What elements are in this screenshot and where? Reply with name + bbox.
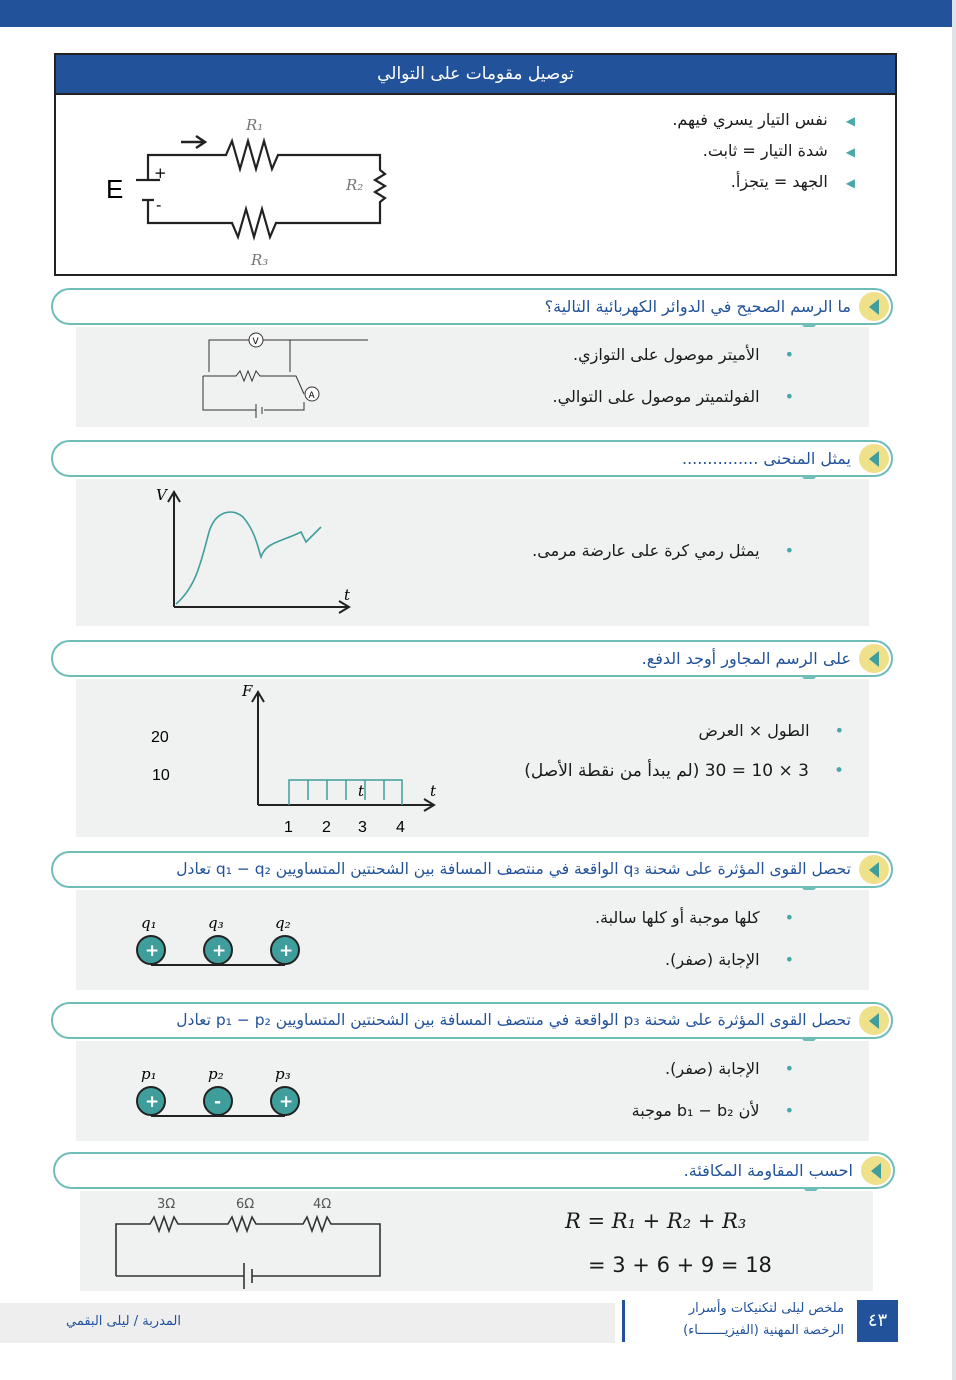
svg-text:+: + bbox=[279, 941, 294, 961]
arrow-left-icon bbox=[859, 1006, 889, 1035]
voltmeter-label: V bbox=[252, 337, 259, 347]
footer-book-title bbox=[683, 1298, 844, 1342]
svg-text:p₂: p₂ bbox=[208, 1065, 224, 1083]
r1-label: R₁ bbox=[246, 116, 264, 134]
section-header-impulse bbox=[51, 640, 893, 677]
page-number: ٤٣ bbox=[857, 1300, 898, 1342]
charge-p2 bbox=[204, 1065, 232, 1115]
x-axis-label: t bbox=[430, 782, 437, 800]
x-tick-label: 2 bbox=[322, 819, 331, 836]
section-header-circuit bbox=[51, 288, 893, 325]
charge-q3 bbox=[204, 914, 232, 964]
charge-q2 bbox=[271, 914, 299, 964]
summary-point: ◀ نفس التيار يسري فيهم. bbox=[672, 105, 855, 136]
section-title: يمثل المنحنى ............... bbox=[682, 449, 851, 468]
arrow-left-icon bbox=[859, 292, 889, 321]
equation-line: = 3 + 6 + 9 = 18 bbox=[588, 1253, 772, 1277]
resistor-label: 4Ω bbox=[313, 1197, 332, 1212]
equation-line: R = R₁ + R₂ + R₃ bbox=[565, 1209, 747, 1233]
section-body-charges-p bbox=[76, 1041, 869, 1141]
force-time-graph bbox=[146, 682, 437, 837]
bullet-item: • 3 × 10 = 30 (لم يبدأ من نقطة الأصل) bbox=[524, 761, 844, 781]
section-body-equivalent bbox=[80, 1191, 873, 1291]
section-body-circuit bbox=[76, 327, 869, 427]
summary-point: ◀ الجهد = يتجزأ. bbox=[672, 167, 855, 198]
source-label: E bbox=[106, 174, 124, 204]
resistor-label: 3Ω bbox=[157, 1197, 176, 1212]
svg-text:-: - bbox=[214, 1092, 222, 1112]
svg-text:+: + bbox=[279, 1092, 294, 1112]
section-title: ما الرسم الصحيح في الدوائر الكهربائية التالية؟ bbox=[544, 297, 851, 316]
resistor-label: 6Ω bbox=[236, 1197, 255, 1212]
svg-text:p₃: p₃ bbox=[275, 1065, 291, 1083]
section-body-charges-q bbox=[76, 890, 869, 990]
author-credit: المدربة / ليلى البقمي bbox=[66, 1314, 182, 1329]
svg-text:q₁: q₁ bbox=[141, 914, 157, 932]
y-axis-label: F bbox=[242, 682, 253, 700]
summary-point: ◀ شدة التيار = ثابت. bbox=[672, 136, 855, 167]
section-title: احسب المقاومة المكافئة. bbox=[683, 1161, 853, 1180]
bullet-item: • يمثل رمي كرة على عارضة مرمى. bbox=[532, 541, 794, 560]
resistor-circuit-diagram bbox=[110, 1191, 390, 1291]
charges-p-diagram bbox=[131, 1059, 311, 1129]
svg-text:q₃: q₃ bbox=[208, 914, 224, 932]
svg-text:+: + bbox=[145, 1092, 160, 1112]
section-header-equivalent bbox=[53, 1152, 895, 1189]
current-arrow-icon bbox=[181, 136, 205, 148]
x-tick-label: 1 bbox=[284, 819, 293, 836]
voltage-time-graph bbox=[151, 482, 361, 622]
y-tick-label: 20 bbox=[151, 729, 169, 746]
summary-points bbox=[672, 105, 855, 198]
charges-q-diagram bbox=[131, 908, 311, 978]
x-tick-label: 4 bbox=[396, 819, 405, 836]
top-bar bbox=[0, 0, 952, 27]
r2-label: R₂ bbox=[346, 176, 364, 194]
meter-circuit-diagram bbox=[196, 332, 346, 427]
svg-text:q₂: q₂ bbox=[275, 914, 291, 932]
x-axis-label: t bbox=[358, 782, 365, 800]
footer-line: ملخص ليلى لتكنيكات وأسرار bbox=[688, 1301, 844, 1316]
footer-line: الرخصة المهنية (الفيزيـــــــاء) bbox=[683, 1323, 844, 1338]
arrow-left-icon bbox=[859, 855, 889, 884]
curve-line bbox=[176, 512, 321, 604]
bullet-item: • الفولتميتر موصول على التوالي. bbox=[553, 387, 794, 406]
arrow-left-icon bbox=[859, 644, 889, 673]
box-title: توصيل مقومات على التوالي bbox=[56, 55, 895, 95]
section-title: تحصل القوى المؤثرة على شحنة p₃ الواقعة في منتصف المسافة بين الشحنتين المتساويين p₁ − p₂ تعادل bbox=[176, 1011, 851, 1029]
charge-p1 bbox=[137, 1065, 165, 1115]
section-title: على الرسم المجاور أوجد الدفع. bbox=[641, 649, 851, 668]
footer-divider bbox=[622, 1300, 625, 1342]
plus-sign: + bbox=[154, 164, 167, 182]
bullet-item: • الإجابة (صفر). bbox=[665, 950, 794, 969]
y-tick-label: 10 bbox=[152, 767, 170, 784]
svg-text:+: + bbox=[145, 941, 160, 961]
minus-sign: - bbox=[156, 196, 162, 214]
series-summary-box bbox=[54, 53, 897, 276]
x-tick-label: 3 bbox=[358, 819, 367, 836]
section-title: تحصل القوى المؤثرة على شحنة q₃ الواقعة في منتصف المسافة بين الشحنتين المتساويين q₁ − q₂ تعادل bbox=[176, 860, 851, 878]
bullet-item: • كلها موجبة أو كلها سالبة. bbox=[595, 908, 794, 927]
charge-q1 bbox=[137, 914, 165, 964]
svg-text:p₁: p₁ bbox=[141, 1065, 157, 1083]
page-edge bbox=[952, 0, 956, 1380]
section-header-charges-q bbox=[51, 851, 893, 888]
impulse-rect bbox=[289, 780, 402, 805]
r3-label: R₃ bbox=[251, 251, 269, 269]
ammeter-label: A bbox=[308, 391, 315, 401]
bullet-item: • الأميتر موصول على التوازي. bbox=[573, 345, 794, 364]
bullet-item: • الطول × العرض bbox=[698, 721, 844, 740]
bullet-item: • لأن b₁ − b₂ موجبة bbox=[632, 1101, 794, 1120]
bullet-item: • الإجابة (صفر). bbox=[665, 1059, 794, 1078]
arrow-left-icon bbox=[859, 444, 889, 473]
section-header-charges-p bbox=[51, 1002, 893, 1039]
charge-p3 bbox=[271, 1065, 299, 1115]
arrow-left-icon bbox=[861, 1156, 891, 1185]
series-circuit-diagram bbox=[96, 100, 396, 270]
y-axis-label: V bbox=[156, 486, 167, 504]
svg-text:+: + bbox=[212, 941, 227, 961]
section-body-curve bbox=[76, 479, 869, 626]
x-axis-label: t bbox=[344, 586, 351, 604]
section-body-impulse bbox=[76, 679, 869, 837]
section-header-curve bbox=[51, 440, 893, 477]
